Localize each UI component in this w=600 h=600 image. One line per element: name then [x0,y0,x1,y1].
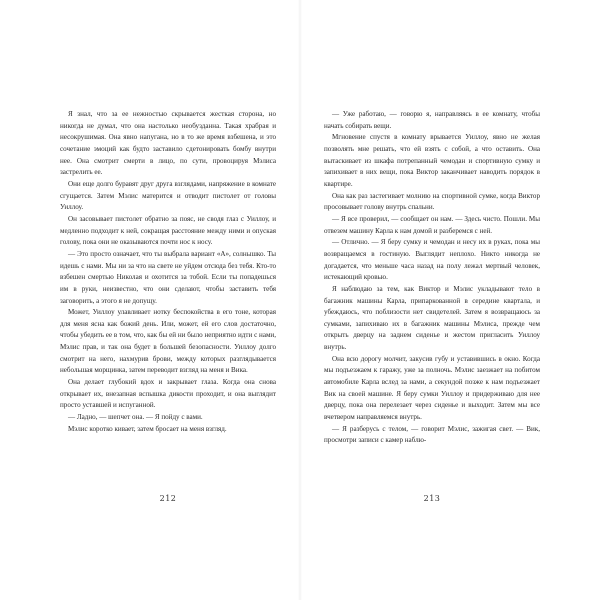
paragraph: Она как раз застегивает молнию на спортивной сумке, когда Виктор просовывает голову внутрь спальни. [324,191,540,212]
paragraph: — Я все проверил, — сообщает он нам. — Здесь чисто. Пошли. Мы отвезем машину Карла к нам домой и разберемся с ней. [324,214,540,235]
paragraph: — Ладно, — шепчет она. — Я пойду с вами. [68,413,203,422]
left-page-text [60,95,276,504]
paragraph: Мэлис коротко кивает, затем бросает на меня взгляд. [68,424,227,433]
paragraph: Я знал, что за ее нежностью скрывается жесткая сторона, но никогда не думал, что она настолько необузданна. Такая храбрая и несокрушимая. Она явно напугана, но в то же время взбешена, и это сочетание эмоций как будто заставило сдетонировать бомбу внутри нее. Она смотрит смерти в лицо, по сути, провоцируя Мэлиса застрелить ее. [60,110,276,177]
paragraph: Она делает глубокий вдох и закрывает глаза. Когда она снова открывает их, внезапная вспышка дикости проходит, и она выглядит просто уставшей и испуганной. [60,378,276,410]
paragraph: Он засовывает пистолет обратно за пояс, не сводя глаз с Уиллоу, и медленно подходит к ней, сокращая расстояние между ними и опуская голову, пока они не оказываются почти нос к носу. [60,214,276,247]
paragraph: Может, Уиллоу улавливает нотку беспокойства в его тоне, которая для меня ясна как божий день. Или, может, ей его слов достаточно, чтобы убедить ее в том, что, как бы ей ни было неприятно идти с нами, Мэлис прав, и так она будет в большей безопасности. Уиллоу долго смотрит на него, нахмурив брови, между которых разглядывается небольшая морщинка, затем переводит взгляд на меня и Вика. [60,308,276,375]
left-page [60,95,276,595]
paragraph: Они еще долго буравят друг друга взглядами, напряжение в комнате сгущается. Затем Мэлис матерится и отводит пистолет от головы Уиллоу. [60,179,276,212]
paragraph: — Отлично. — Я беру сумку и чемодан и несу их в руках, пока мы возвращаемся в гостиную. Выглядит неплохо. Никто никогда не догадается, что меньше часа назад на полу лежал мертвый человек, истекающий кровью. [324,238,540,282]
right-page-text [324,95,540,504]
page-number: 212 [159,494,177,503]
paragraph: Я наблюдаю за тем, как Виктор и Мэлис укладывают тело в багажник машины Карла, припаркованной в середине квартала, и убеждаюсь, что поблизости нет свидетелей. Затем я возвращаюсь за сумками, запихиваю их в багажник машины Мэлиса, прежде чем открыть дверцу на заднем сиденье и жестом пригласить Уиллоу внутрь. [324,284,540,352]
paragraph: — Я разберусь с телом, — говорит Мэлис, зажигая свет. — Вик, просмотри записи с камер наблю- [324,424,540,445]
paragraph: — Уже работаю, — говорю я, направляясь в ее комнату, чтобы начать собирать вещи. [324,110,540,130]
page-number: 213 [423,494,441,503]
paragraph: Мгновение спустя в комнату врывается Уиллоу, явно не желая позволять мне решать, что ей взять с собой, а что оставить. Она вытаскивает из шкафа потрепанный чемодан и спортивную сумку и запихивает в них вещи, пока Виктор заканчивает наводить порядок в квартире. [324,133,540,188]
paragraph: Она всю дорогу молчит, закусив губу и уставившись в окно. Когда мы подъезжаем к гаражу, уже за полночь. Мэлис заезжает на побитом автомобиле Карла вслед за нами, а секундой позже к нам подъезжает Вик на своей машине. Я беру сумки Уиллоу и придерживаю для нее дверцу, пока она перелезает через сиденье и выходит. Затем мы все вчетвером направляемся внутрь. [324,354,540,422]
book-gutter [298,0,302,600]
right-page [324,95,540,595]
paragraph: — Это просто означает, что ты выбрала вариант «А», солнышко. Ты идешь с нами. Мы ни за что на свете не уйдем отсюда без тебя. Кто-то взбешен смертью Николая и охотится за тобой. Если ты попадешься им в руки, неизвестно, что они сделают, чтобы заставить тебя заговорить, а этого я не допущу. [60,249,276,305]
